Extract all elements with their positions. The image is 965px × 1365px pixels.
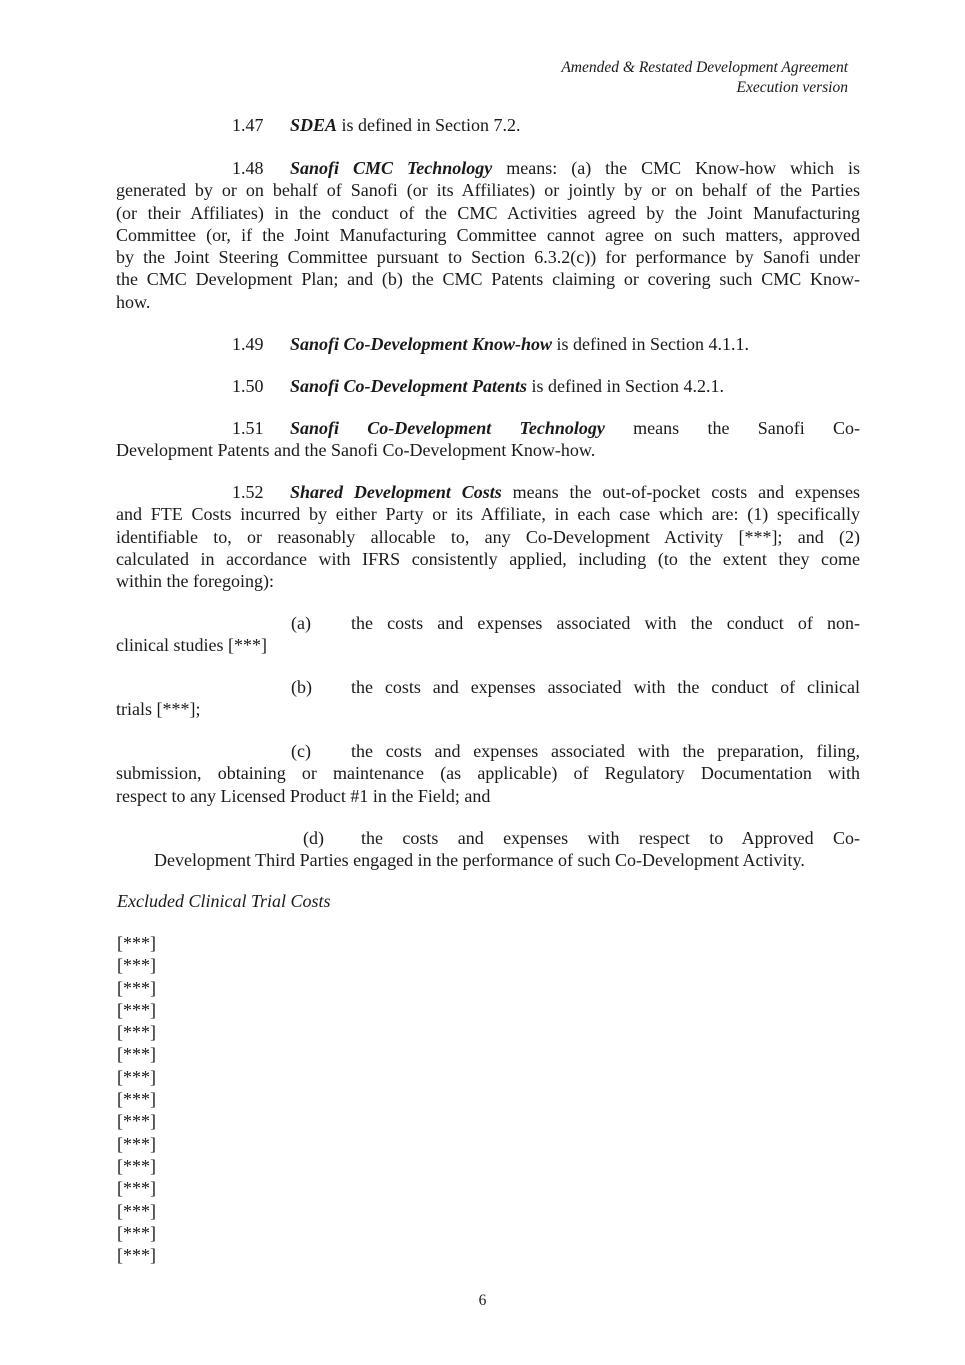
section-number: 1.52 [232, 482, 264, 502]
page-number: 6 [478, 1292, 487, 1309]
redaction-list [117, 932, 156, 1266]
section-number: 1.51 [232, 418, 264, 438]
redaction: [***] [117, 955, 156, 976]
section-line: generated by or on behalf of Sanofi (or its Affiliates) or jointly by or on behalf of the Parties [116, 180, 860, 201]
list-item-d: (d) the costs and expenses with respect to Approved Co- Development Third Parties engaged in the performance of such Co-Development Activity. [154, 828, 860, 871]
section-number: 1.50 [232, 376, 264, 396]
defined-term: Sanofi CMC Technology [290, 158, 493, 178]
item-label: (d) [303, 828, 324, 848]
redaction: [***] [117, 1155, 156, 1176]
section-first-line: 1.48 Sanofi CMC Technology means: (a) the CMC Know-how which is [232, 158, 860, 178]
section-number: 1.47 [232, 115, 264, 135]
excluded-costs-heading: Excluded Clinical Trial Costs [117, 891, 331, 911]
page-header [561, 58, 848, 98]
redaction: [***] [117, 1245, 156, 1266]
section-text: is defined in Section 7.2. [337, 115, 521, 135]
header-version: Execution version [736, 79, 848, 96]
redaction: [***] [117, 999, 156, 1020]
list-item-c: (c) the costs and expenses associated with the preparation, filing, submission, obtaining or maintenance (as applicable) of Regulatory Documentation with respect to any Licensed Product #1 in the Field; and [116, 741, 860, 806]
redaction: [***] [117, 1222, 156, 1243]
redaction: [***] [117, 1111, 156, 1132]
list-item-b: (b) the costs and expenses associated with the conduct of clinical trials [***]; [116, 677, 860, 720]
defined-term: Sanofi Co-Development Know-how [290, 334, 553, 354]
section-1-51 [116, 417, 860, 462]
list-item-a: (a) the costs and expenses associated with the conduct of non- clinical studies [***] [116, 613, 860, 656]
section-1-52 [116, 481, 860, 592]
section-1-49: 1.49 Sanofi Co-Development Know-how is defined in Section 4.1.1. [232, 334, 750, 354]
item-label: (a) [291, 613, 311, 633]
section-first-line: 1.52 Shared Development Costs means the out-of-pocket costs and expenses [232, 482, 860, 502]
redaction: [***] [117, 1044, 156, 1065]
redaction: [***] [117, 1133, 156, 1154]
section-line: how. [116, 291, 151, 312]
section-line: Committee (or, if the Joint Manufacturing Committee cannot agree on such matters, approved [116, 224, 860, 245]
section-line: and FTE Costs incurred by either Party or its Affiliate, in each case which are: (1) specifically [116, 504, 860, 525]
header-title: Amended & Restated Development Agreement [561, 59, 848, 76]
section-line: calculated in accordance with IFRS consistently applied, including (to the extent they come [116, 548, 860, 569]
defined-term: Shared Development Costs [290, 482, 502, 502]
section-1-50: 1.50 Sanofi Co-Development Patents is defined in Section 4.2.1. [232, 376, 724, 396]
section-line: (or their Affiliates) in the conduct of the CMC Activities agreed by the Joint Manufacturing [116, 202, 860, 223]
redaction: [***] [117, 977, 156, 998]
redaction: [***] [117, 933, 156, 953]
redaction: [***] [117, 1066, 156, 1087]
defined-term: Sanofi Co-Development Technology [290, 418, 605, 438]
redaction: [***] [117, 1200, 156, 1221]
section-1-48 [116, 157, 860, 313]
redaction: [***] [117, 1178, 156, 1199]
redaction: [***] [117, 1022, 156, 1043]
item-label: (b) [291, 677, 312, 697]
redaction: [***] [117, 1089, 156, 1110]
defined-term: Sanofi Co-Development Patents [290, 376, 527, 396]
section-line: by the Joint Steering Committee pursuant to Section 6.3.2(c)) for performance by Sanofi under [116, 247, 860, 268]
item-label: (c) [291, 741, 311, 761]
section-number: 1.48 [232, 158, 264, 178]
section-line: within the foregoing): [116, 571, 274, 592]
section-number: 1.49 [232, 334, 264, 354]
section-line: Development Patents and the Sanofi Co-Development Know-how. [116, 440, 596, 461]
section-first-line: 1.51 Sanofi Co-Development Technology means the Sanofi Co- [232, 418, 860, 438]
defined-term: SDEA [290, 115, 338, 135]
section-line: the CMC Development Plan; and (b) the CMC Patents claiming or covering such CMC Know- [116, 269, 860, 290]
section-line: identifiable to, or reasonably allocable to, any Co-Development Activity [***]; and (2) [116, 526, 860, 547]
section-1-47 [116, 114, 860, 136]
